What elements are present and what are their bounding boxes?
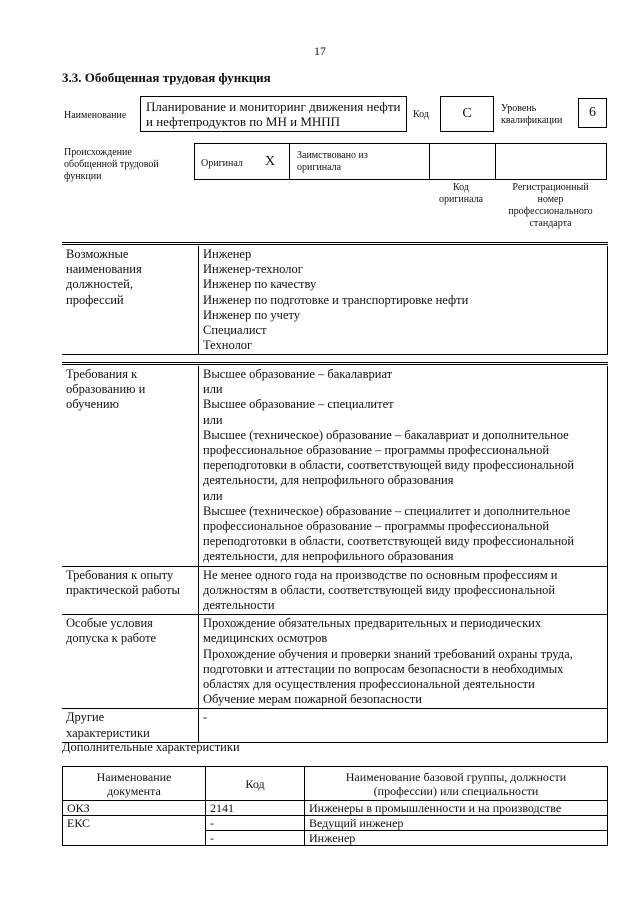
- row-document: [63, 831, 206, 846]
- row-name: Ведущий инженер: [305, 816, 608, 831]
- registration-number-caption: Регистрационный номер профессионального стандарта: [508, 182, 593, 229]
- requirements-table: [62, 366, 608, 743]
- original-label: Оригинал: [201, 158, 243, 169]
- page-number: 17: [314, 44, 326, 58]
- position-item: Технолог: [203, 338, 253, 353]
- other-characteristics-content: -: [199, 709, 608, 742]
- col-name-header: Наименование базовой группы, должности (профессии) или специальности: [305, 767, 608, 801]
- code-label: Код: [413, 109, 429, 120]
- code-value-box: С: [440, 96, 494, 132]
- row-code: -: [206, 816, 305, 831]
- special-conditions-row: [62, 615, 608, 709]
- additional-table: [62, 766, 608, 846]
- position-item: Инженер по учету: [203, 307, 301, 322]
- name-label: Наименование: [64, 110, 127, 121]
- function-name-box: [140, 96, 407, 132]
- row-document: ЕКС: [63, 816, 206, 831]
- experience-content: Не менее одного года на производстве по основным профессиям и должностям в области, соответствующей виду профессиональной деятельности: [199, 566, 608, 615]
- education-row: [62, 366, 608, 566]
- additional-title: Дополнительные характеристики: [62, 740, 240, 754]
- experience-row: [62, 566, 608, 615]
- positions-table: [62, 246, 608, 355]
- position-item: Инженер по качеству: [203, 277, 317, 292]
- positions-list: [199, 246, 608, 355]
- table-row: [63, 831, 608, 846]
- section-title: 3.3. Обобщенная трудовая функция: [62, 70, 271, 85]
- position-item: Инженер по подготовке и транспортировке нефти: [203, 292, 469, 307]
- position-item: Специалист: [203, 323, 267, 338]
- other-characteristics-row: [62, 709, 608, 742]
- position-item: Инженер: [203, 247, 252, 261]
- table-row: [63, 801, 608, 816]
- function-name-line-1: Планирование и мониторинг движения нефти: [146, 99, 401, 114]
- origin-box: [194, 143, 607, 180]
- borrowed-label: Заимствовано из оригинала: [297, 150, 368, 173]
- col-document-header: Наименование документа: [63, 767, 206, 801]
- special-conditions-content: Прохождение обязательных предварительных и периодических медицинских осмотров Прохождение обучения и проверки знаний требований охраны труда, подготовки и аттестации по вопросам безопасности в необходимых областях для осуществления профессиональной деятельности Обучение мерам пожарной безопасности: [199, 615, 608, 709]
- positions-label: Возможные наименования должностей, профессий: [62, 246, 199, 355]
- position-item: Инженер-технолог: [203, 262, 303, 277]
- row-document: ОКЗ: [63, 801, 206, 816]
- table-row: [63, 816, 608, 831]
- special-conditions-label: Особые условия допуска к работе: [62, 615, 199, 709]
- col-code-header: Код: [206, 767, 305, 801]
- row-name: Инженеры в промышленности и на производстве: [305, 801, 608, 816]
- other-characteristics-label: Другие характеристики: [62, 709, 199, 742]
- row-code: 2141: [206, 801, 305, 816]
- education-label: Требования к образованию и обучению: [62, 366, 199, 566]
- education-content: Высшее образование – бакалавриат или Высшее образование – специалитет или Высшее (техническое) образование – бакалавриат и дополнительное профессиональное образование – программы профессиональной переподготовки в области, соответствующей виду профессиональной деятельности, для непрофильного образования или Высшее (техническое) образование – специалитет и дополнительное профессиональное образование – программы профессиональной переподготовки в области, соответствующей виду профессиональной деятельности, для непрофильного образования: [199, 366, 608, 566]
- row-name: Инженер: [305, 831, 608, 846]
- original-mark: Х: [265, 154, 276, 169]
- origin-label: Происхождение обобщенной трудовой функции: [64, 147, 159, 182]
- original-code-caption: Код оригинала: [438, 182, 484, 205]
- experience-label: Требования к опыту практической работы: [62, 566, 199, 615]
- function-name-line-2: и нефтепродуктов по МН и МНПП: [146, 114, 341, 129]
- qualification-level-label: Уровень квалификации: [501, 103, 563, 126]
- additional-header-row: [63, 767, 608, 801]
- row-code: -: [206, 831, 305, 846]
- qualification-level-value: 6: [578, 98, 607, 128]
